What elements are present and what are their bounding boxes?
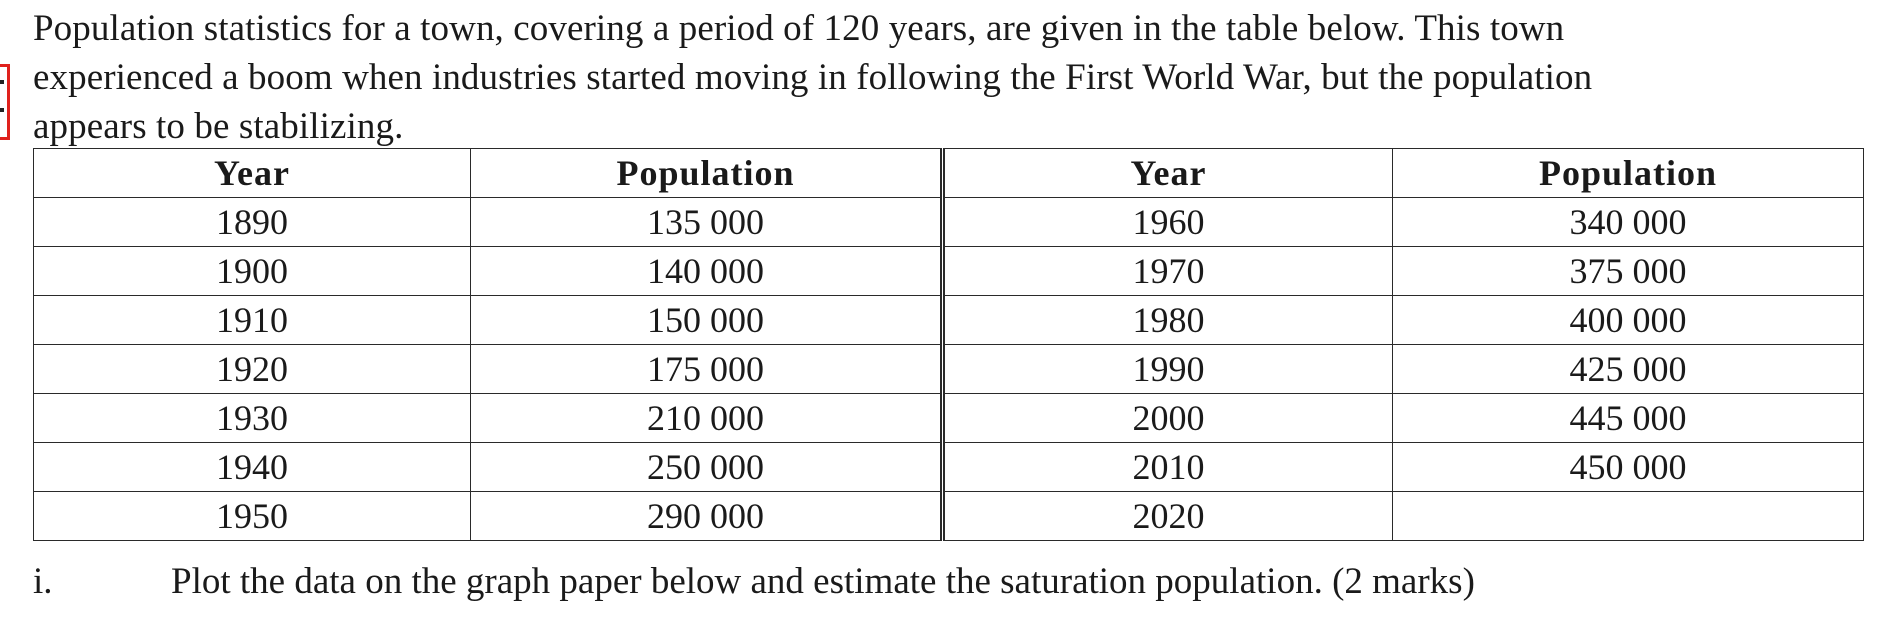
year-cell: 1890 bbox=[34, 198, 471, 247]
intro-line: appears to be stabilizing. bbox=[33, 106, 404, 147]
population-cell: 135 000 bbox=[471, 198, 943, 247]
population-cell: 250 000 bbox=[471, 443, 943, 492]
intro-paragraph bbox=[33, 4, 1873, 151]
margin-marker-dot bbox=[0, 80, 4, 84]
header-year: Year bbox=[34, 149, 471, 198]
year-cell: 1920 bbox=[34, 345, 471, 394]
table-row bbox=[34, 394, 1864, 443]
year-cell: 1980 bbox=[943, 296, 1393, 345]
intro-line: Population statistics for a town, covering a period of 120 years, are given in the table below. This town bbox=[33, 8, 1565, 49]
header-year: Year bbox=[943, 149, 1393, 198]
population-cell: 375 000 bbox=[1393, 247, 1864, 296]
population-cell: 140 000 bbox=[471, 247, 943, 296]
population-cell: 150 000 bbox=[471, 296, 943, 345]
year-cell: 2010 bbox=[943, 443, 1393, 492]
question-text: Plot the data on the graph paper below and estimate the saturation population. (2 marks) bbox=[171, 561, 1475, 602]
table-row bbox=[34, 345, 1864, 394]
population-cell: 450 000 bbox=[1393, 443, 1864, 492]
population-table bbox=[33, 148, 1864, 541]
population-cell: 175 000 bbox=[471, 345, 943, 394]
year-cell: 2000 bbox=[943, 394, 1393, 443]
year-cell: 1950 bbox=[34, 492, 471, 541]
population-cell-empty bbox=[1393, 492, 1864, 541]
population-cell: 290 000 bbox=[471, 492, 943, 541]
table-row bbox=[34, 492, 1864, 541]
header-population: Population bbox=[1393, 149, 1864, 198]
year-cell: 1990 bbox=[943, 345, 1393, 394]
table-row bbox=[34, 443, 1864, 492]
table-header-row bbox=[34, 149, 1864, 198]
table-row bbox=[34, 247, 1864, 296]
population-cell: 400 000 bbox=[1393, 296, 1864, 345]
intro-line: experienced a boom when industries started moving in following the First World War, but the population bbox=[33, 57, 1593, 98]
population-cell: 210 000 bbox=[471, 394, 943, 443]
margin-marker-dot bbox=[0, 108, 4, 112]
population-cell: 425 000 bbox=[1393, 345, 1864, 394]
margin-marker-box bbox=[0, 64, 10, 140]
header-population: Population bbox=[471, 149, 943, 198]
population-cell: 445 000 bbox=[1393, 394, 1864, 443]
table-row bbox=[34, 296, 1864, 345]
year-cell: 2020 bbox=[943, 492, 1393, 541]
year-cell: 1960 bbox=[943, 198, 1393, 247]
year-cell: 1930 bbox=[34, 394, 471, 443]
year-cell: 1940 bbox=[34, 443, 471, 492]
year-cell: 1970 bbox=[943, 247, 1393, 296]
table-row bbox=[34, 198, 1864, 247]
population-cell: 340 000 bbox=[1393, 198, 1864, 247]
year-cell: 1910 bbox=[34, 296, 471, 345]
year-cell: 1900 bbox=[34, 247, 471, 296]
question-number: i. bbox=[33, 561, 53, 602]
